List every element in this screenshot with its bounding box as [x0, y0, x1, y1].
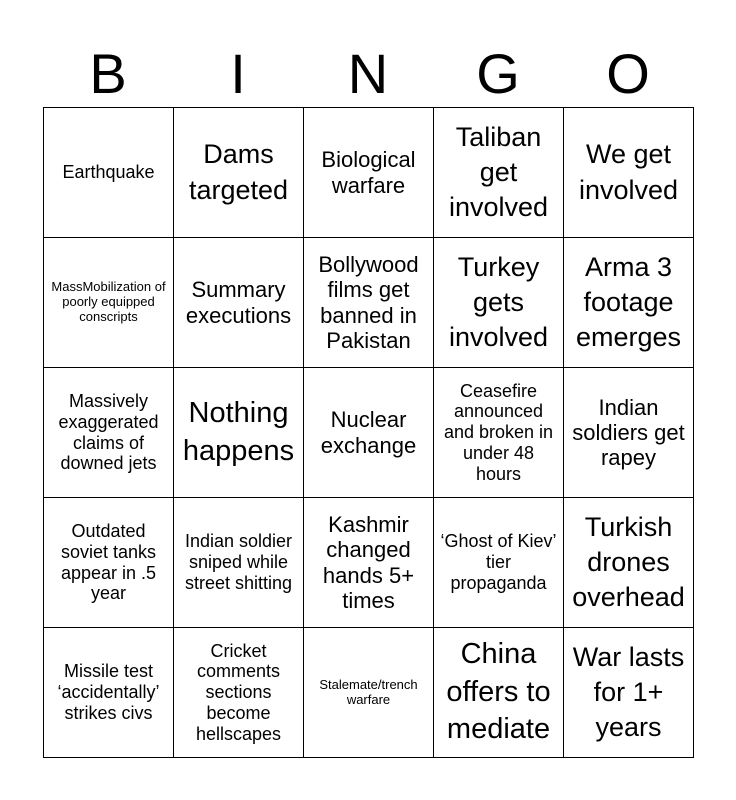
- header-letter-b: B: [89, 42, 127, 105]
- bingo-cell-r1c1[interactable]: [44, 108, 174, 238]
- cell-text: Earthquake: [62, 162, 155, 183]
- cell-text: Turkish drones overhead: [572, 511, 685, 613]
- cell-text: Massively exaggerated claims of downed jets: [58, 391, 159, 474]
- bingo-cell-r1c2[interactable]: [174, 108, 304, 238]
- cell-text: Cricket comments sections become hellscapes: [195, 640, 282, 744]
- bingo-cell-r3c1[interactable]: [44, 368, 174, 498]
- header-letter-g: G: [476, 42, 520, 105]
- cell-text: MassMobilization of poorly equipped conscripts: [51, 279, 166, 324]
- bingo-header: [43, 40, 693, 108]
- cell-text: ‘Ghost of Kiev’ tier propaganda: [440, 531, 557, 593]
- bingo-cell-r4c2[interactable]: [174, 498, 304, 628]
- cell-text: Ceasefire announced and broken in under 48 hours: [443, 380, 554, 484]
- cell-text: Summary executions: [185, 277, 292, 328]
- bingo-cell-r4c5[interactable]: [564, 498, 694, 628]
- bingo-cell-r2c5[interactable]: [564, 238, 694, 368]
- cell-text: Biological warfare: [321, 147, 416, 198]
- bingo-cell-r4c1[interactable]: [44, 498, 174, 628]
- bingo-cell-r5c2[interactable]: [174, 628, 304, 758]
- bingo-cell-r3c3[interactable]: [304, 368, 434, 498]
- bingo-cell-r2c4[interactable]: [434, 238, 564, 368]
- bingo-grid: [43, 107, 694, 758]
- header-letter-i: I: [230, 42, 246, 105]
- cell-text: China offers to mediate: [446, 637, 551, 746]
- bingo-cell-r2c2[interactable]: [174, 238, 304, 368]
- bingo-cell-r1c5[interactable]: [564, 108, 694, 238]
- cell-text: Stalemate/trench warfare: [319, 676, 418, 707]
- cell-text: Arma 3 footage emerges: [575, 251, 682, 353]
- cell-text: Taliban get involved: [448, 121, 549, 223]
- cell-text: Nuclear exchange: [320, 407, 417, 458]
- header-letter-o: O: [606, 42, 650, 105]
- bingo-cell-r5c1[interactable]: [44, 628, 174, 758]
- cell-text: Missile test ‘accidentally’ strikes civs: [57, 661, 160, 723]
- bingo-cell-r5c3[interactable]: [304, 628, 434, 758]
- cell-text: Outdated soviet tanks appear in .5 year: [60, 521, 157, 604]
- bingo-cell-r4c4[interactable]: [434, 498, 564, 628]
- cell-text: Nothing happens: [182, 396, 295, 467]
- bingo-cell-r5c5[interactable]: [564, 628, 694, 758]
- bingo-cell-r2c1[interactable]: [44, 238, 174, 368]
- bingo-cell-r2c3[interactable]: [304, 238, 434, 368]
- cell-text: War lasts for 1+ years: [572, 641, 685, 743]
- cell-text: Indian soldiers get rapey: [572, 394, 685, 471]
- bingo-cell-r3c4[interactable]: [434, 368, 564, 498]
- bingo-cell-r1c4[interactable]: [434, 108, 564, 238]
- cell-text: Dams targeted: [188, 139, 289, 205]
- bingo-cell-r3c5[interactable]: [564, 368, 694, 498]
- header-letter-n: N: [347, 42, 389, 105]
- bingo-cell-r1c3[interactable]: [304, 108, 434, 238]
- cell-text: Bollywood films get banned in Pakistan: [318, 251, 419, 353]
- cell-text: We get involved: [578, 139, 679, 205]
- cell-text: Kashmir changed hands 5+ times: [322, 511, 415, 613]
- bingo-cell-r3c2[interactable]: [174, 368, 304, 498]
- bingo-cell-r5c4[interactable]: [434, 628, 564, 758]
- bingo-cell-r4c3[interactable]: [304, 498, 434, 628]
- cell-text: Turkey gets involved: [448, 251, 549, 353]
- cell-text: Indian soldier sniped while street shitting: [184, 531, 293, 593]
